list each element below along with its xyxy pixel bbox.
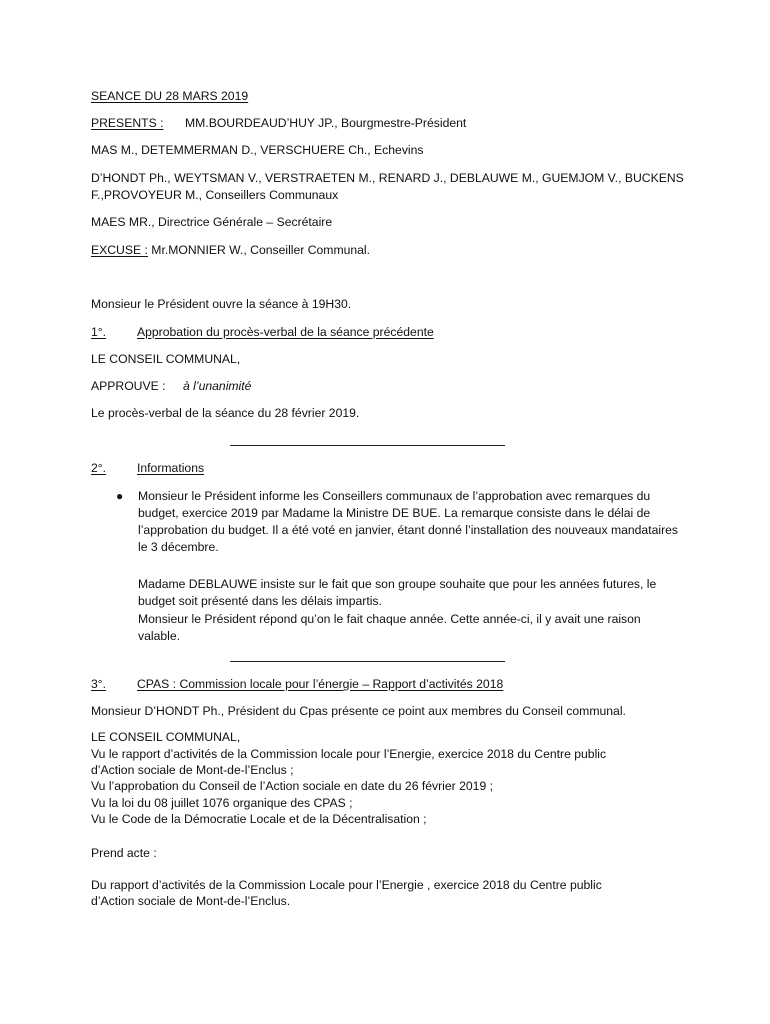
- presents-line: [91, 115, 467, 132]
- separator-2: [230, 661, 505, 662]
- point-3-title: CPAS : Commission locale pour l’énergie – Rapport d’activités 2018: [137, 677, 504, 691]
- point-3-vu-1: Vu le rapport d’activités de la Commission locale pour l’Energie, exercice 2018 du Centre public: [91, 747, 607, 761]
- excuse-label: EXCUSE :: [91, 243, 148, 257]
- conseillers-line-2: F.,PROVOYEUR M., Conseillers Communaux: [91, 188, 339, 202]
- conseillers-line-1: D’HONDT Ph., WEYTSMAN V., VERSTRAETEN M., RENARD J., DEBLAUWE M., GUEMJOM V., BUCKENS: [91, 171, 684, 185]
- opening-line: Monsieur le Président ouvre la séance à 19H30.: [91, 297, 352, 311]
- excuse-line: [91, 242, 370, 259]
- point-3-conclusion-1: Du rapport d’activités de la Commission Locale pour l’Energie , exercice 2018 du Centre public: [91, 878, 602, 892]
- point-1-approve: [91, 378, 252, 395]
- point-1-text: Le procès-verbal de la séance du 28 février 2019.: [91, 406, 360, 420]
- directrice-line: MAES MR., Directrice Générale – Secrétaire: [91, 215, 333, 229]
- point-1-title: Approbation du procès-verbal de la séance précédente: [137, 325, 434, 339]
- separator-1: [230, 445, 505, 446]
- point-2-paragraph-3: Monsieur le Président répond qu’on le fait chaque année. Cette année-ci, il y avait une raison valable.: [138, 612, 641, 643]
- point-3-vu-4: Vu le Code de la Démocratie Locale et de la Décentralisation ;: [91, 812, 427, 826]
- point-1-number: 1°.: [91, 325, 107, 339]
- point-3-intro: Monsieur D’HONDT Ph., Président du Cpas présente ce point aux membres du Conseil communal.: [91, 704, 626, 718]
- bullet-icon: ●: [116, 489, 124, 503]
- presents-value: MM.BOURDEAUD’HUY JP., Bourgmestre-Président: [185, 116, 467, 130]
- echevins-line: MAS M., DETEMMERMAN D., VERSCHUERE Ch., Echevins: [91, 143, 424, 157]
- point-3-number: 3°.: [91, 677, 107, 691]
- point-2-title: Informations: [137, 461, 205, 475]
- point-2-paragraph-2: Madame DEBLAUWE insiste sur le fait que son groupe souhaite que pour les années futures, le budget soit présenté dans les délais impartis.: [138, 577, 657, 608]
- presents-label: PRESENTS :: [91, 116, 164, 130]
- prend-acte: Prend acte :: [91, 846, 157, 860]
- excuse-value: Mr.MONNIER W., Conseiller Communal.: [147, 243, 371, 257]
- point-3-vu-3: Vu la loi du 08 juillet 1076 organique des CPAS ;: [91, 796, 353, 810]
- point-3-conclusion-2: d’Action sociale de Mont-de-l’Enclus.: [91, 894, 291, 908]
- approve-label: APPROUVE :: [91, 379, 166, 393]
- point-2-paragraph-1: Monsieur le Président informe les Conseillers communaux de l’approbation avec remarques du budget, exercice 2019 par Madame la Ministre DE BUE. La remarque consiste dans le délai de l’approbation du budget. Il a été voté en janvier, étant donné l’installation des nouveaux mandataires le 3 décembre.: [138, 489, 679, 554]
- approve-value: à l’unanimité: [183, 379, 252, 393]
- seance-heading: SEANCE DU 28 MARS 2019: [91, 89, 249, 103]
- point-2-number: 2°.: [91, 461, 107, 475]
- point-3-vu-2: Vu l’approbation du Conseil de l’Action sociale en date du 26 février 2019 ;: [91, 779, 493, 793]
- point-1-council: LE CONSEIL COMMUNAL,: [91, 352, 241, 366]
- point-3-vu-1b: d’Action sociale de Mont-de-l’Enclus ;: [91, 763, 294, 777]
- point-3-council: LE CONSEIL COMMUNAL,: [91, 730, 241, 744]
